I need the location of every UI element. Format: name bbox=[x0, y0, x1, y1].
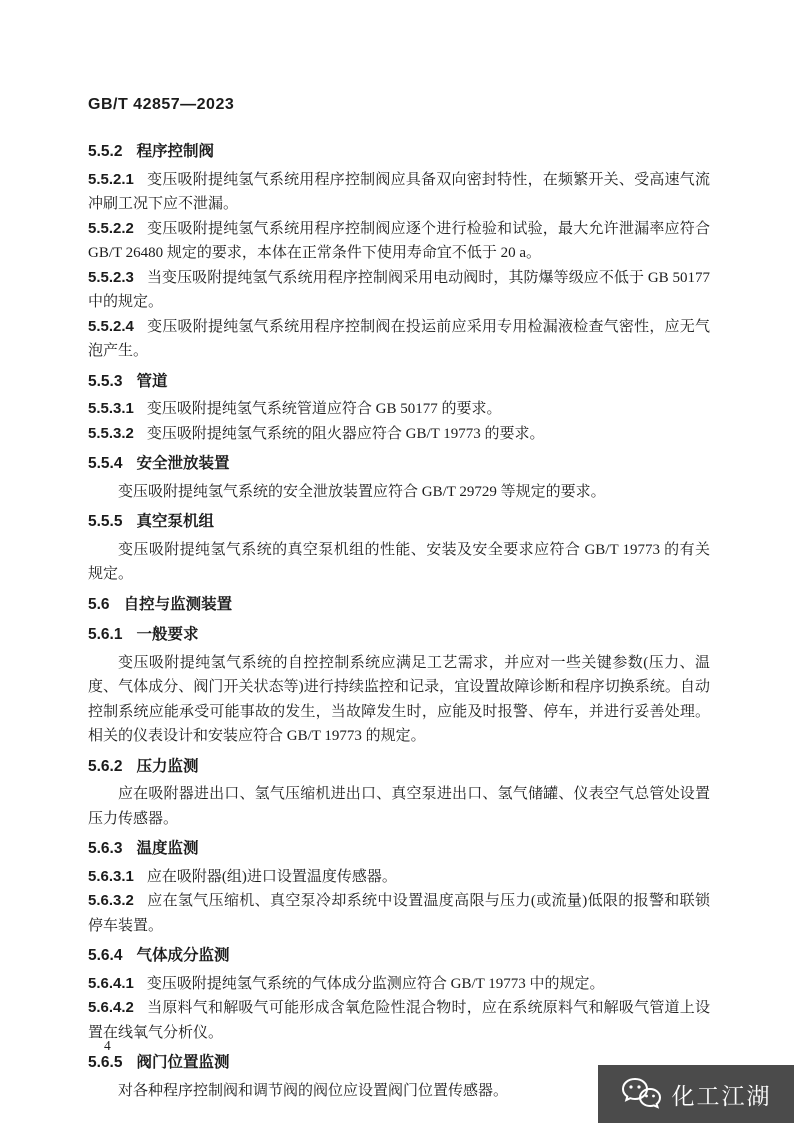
section-title: 压力监测 bbox=[136, 757, 199, 775]
clause-paragraph: 5.5.2.4 变压吸附提纯氢气系统用程序控制阀在投运前应采用专用检漏液检查气密性，应无气泡产生。 bbox=[88, 317, 710, 359]
section-number: 5.5.4 bbox=[88, 455, 123, 472]
section-number: 5.6.1 bbox=[88, 626, 123, 643]
section-number: 5.5.2 bbox=[88, 143, 123, 160]
body-paragraph: 变压吸附提纯氢气系统的真空泵机组的性能、安装及安全要求应符合 GB/T 19773 的有关规定。 bbox=[88, 541, 710, 582]
section-number: 5.6.2 bbox=[88, 757, 123, 775]
section-title: 管道 bbox=[136, 372, 168, 390]
clause-number: 5.5.3.2 bbox=[88, 424, 134, 442]
clause-paragraph: 5.5.3.2 变压吸附提纯氢气系统的阻火器应符合 GB/T 19773 的要求。 bbox=[88, 424, 545, 442]
clause-number: 5.5.2.2 bbox=[88, 219, 134, 237]
clause-paragraph: 5.6.4.2 当原料气和解吸气可能形成含氧危险性混合物时，应在系统原料气和解吸气管道上设置在线氧气分析仪。 bbox=[88, 999, 710, 1041]
watermark-label: 化工江湖 bbox=[671, 1082, 772, 1109]
clause-number: 5.6.3.2 bbox=[88, 892, 134, 909]
section-heading bbox=[88, 944, 710, 969]
clause-number: 5.5.2.4 bbox=[88, 317, 134, 335]
section-heading bbox=[88, 593, 710, 618]
clause-number: 5.5.2.3 bbox=[88, 268, 134, 286]
section-title: 真空泵机组 bbox=[136, 513, 214, 530]
standard-number-header: GB/T 42857—2023 bbox=[88, 96, 235, 113]
section-heading bbox=[88, 510, 710, 535]
section-number: 5.6.4 bbox=[88, 947, 123, 964]
clause-paragraph: 5.6.3.1 应在吸附器(组)进口设置温度传感器。 bbox=[88, 867, 397, 885]
section-number: 5.6 bbox=[88, 595, 110, 613]
body-paragraph: 变压吸附提纯氢气系统的自控控制系统应满足工艺需求，并应对一些关键参数(压力、温度、气体成分、阀门开关状态等)进行持续监控和记录，宜设置故障诊断和程序切换系统。自动控制系统应能承受可能事故的发生，当故障发生时，应能及时报警、停车，并进行妥善处理。相关的仪表设计和安装应符合 GB/T 19773 的规定。 bbox=[88, 654, 710, 744]
section-heading bbox=[88, 370, 710, 395]
clause-number: 5.6.3.1 bbox=[88, 867, 134, 885]
section-title: 温度监测 bbox=[136, 840, 199, 857]
body-paragraph: 应在吸附器进出口、氢气压缩机进出口、真空泵进出口、氢气储罐、仪表空气总管处设置压力传感器。 bbox=[88, 786, 710, 827]
section-title: 自控与监测装置 bbox=[123, 595, 233, 613]
clause-paragraph: 5.5.2.3 当变压吸附提纯氢气系统用程序控制阀采用电动阀时，其防爆等级应不低于 GB 50177 中的规定。 bbox=[88, 268, 710, 310]
clause-paragraph: 5.5.3.1 变压吸附提纯氢气系统管道应符合 GB 50177 的要求。 bbox=[88, 400, 502, 417]
section-title: 一般要求 bbox=[136, 626, 199, 643]
clause-paragraph: 5.5.2.2 变压吸附提纯氢气系统用程序控制阀应逐个进行检验和试验，最大允许泄漏率应符合 GB/T 26480 规定的要求，本体在正常条件下使用寿命宜不低于 20 a。 bbox=[88, 219, 710, 261]
section-title: 气体成分监测 bbox=[136, 947, 230, 964]
body-paragraph: 变压吸附提纯氢气系统的安全泄放装置应符合 GB/T 29729 等规定的要求。 bbox=[118, 483, 606, 500]
section-heading bbox=[88, 755, 710, 780]
section-number: 5.5.5 bbox=[88, 513, 123, 530]
section-number: 5.5.3 bbox=[88, 372, 123, 390]
wechat-icon bbox=[621, 1077, 663, 1111]
section-number: 5.6.5 bbox=[88, 1054, 123, 1071]
document-body bbox=[88, 140, 710, 1103]
clause-number: 5.5.3.1 bbox=[88, 400, 134, 417]
watermark-bar bbox=[598, 1065, 794, 1123]
body-paragraph: 对各种程序控制阀和调节阀的阀位应设置阀门位置传感器。 bbox=[118, 1082, 509, 1099]
section-heading bbox=[88, 140, 710, 165]
section-heading bbox=[88, 837, 710, 862]
clause-number: 5.6.4.1 bbox=[88, 974, 134, 992]
section-heading bbox=[88, 452, 710, 477]
clause-paragraph: 5.5.2.1 变压吸附提纯氢气系统用程序控制阀应具备双向密封特性，在频繁开关、受高速气流冲刷工况下应不泄漏。 bbox=[88, 170, 710, 212]
clause-number: 5.5.2.1 bbox=[88, 170, 134, 188]
section-title: 阀门位置监测 bbox=[136, 1054, 230, 1071]
section-title: 程序控制阀 bbox=[136, 143, 214, 160]
section-title: 安全泄放装置 bbox=[136, 455, 230, 472]
section-number: 5.6.3 bbox=[88, 840, 123, 857]
clause-paragraph: 5.6.3.2 应在氢气压缩机、真空泵冷却系统中设置温度高限与压力(或流量)低限的报警和联锁停车装置。 bbox=[88, 892, 710, 934]
clause-number: 5.6.4.2 bbox=[88, 999, 134, 1016]
clause-paragraph: 5.6.4.1 变压吸附提纯氢气系统的气体成分监测应符合 GB/T 19773 中的规定。 bbox=[88, 974, 605, 992]
page-number: 4 bbox=[104, 1038, 111, 1053]
section-heading bbox=[88, 623, 710, 648]
